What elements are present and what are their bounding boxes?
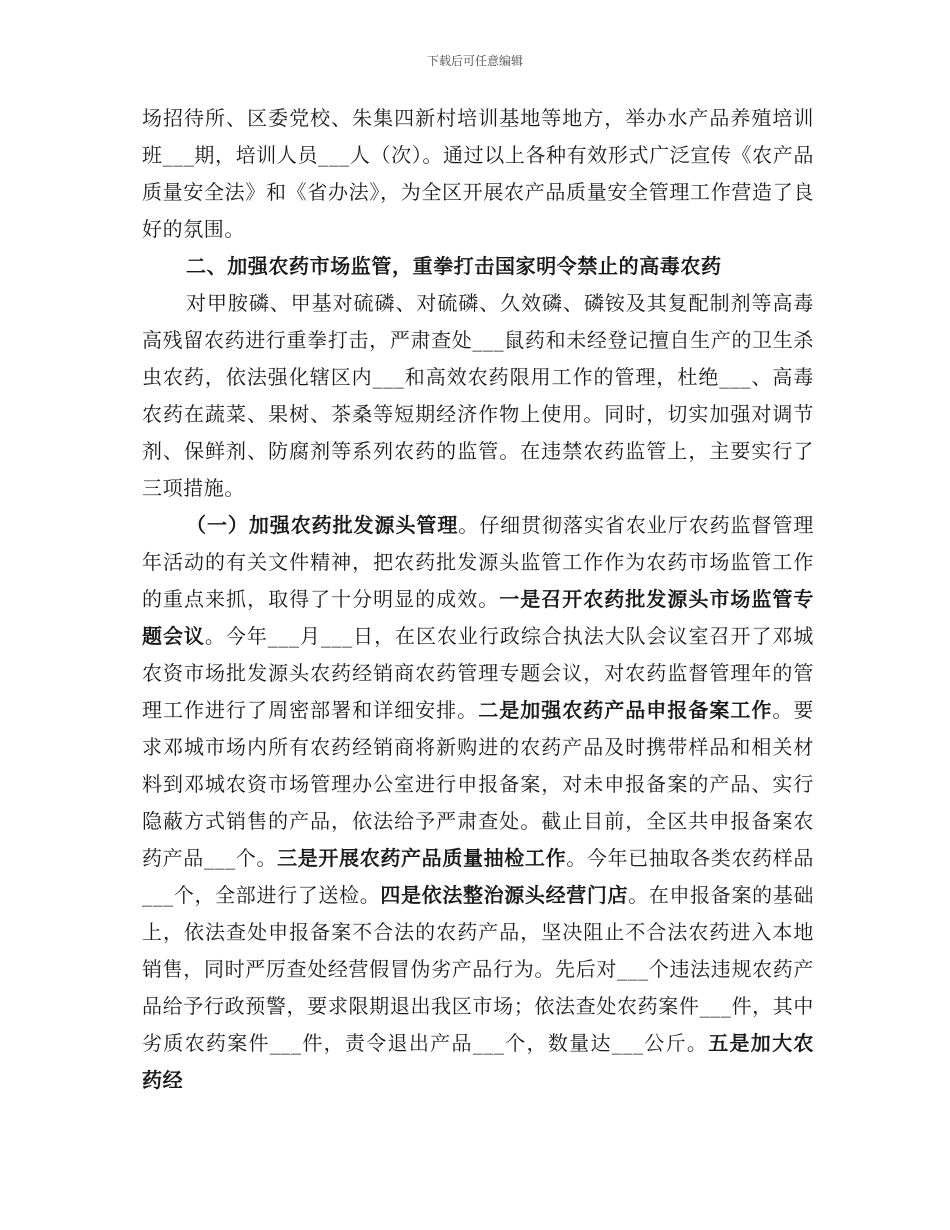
- section-heading-pesticide-supervision: 二、加强农药市场监管，重拳打击国家明令禁止的高毒农药: [186, 254, 722, 278]
- measure-one-title: 一是召开农药批发源头市场监管专题会议: [142, 587, 814, 648]
- paragraph-text: 。今年已抽取各类农药样品___个，全部进行了送检。: [142, 846, 814, 907]
- subsection-lead: （一）加强农药批发源头管理: [186, 513, 459, 537]
- measure-four-title: 四是依法整治源头经营门店: [380, 883, 629, 907]
- paragraph-text: 。要求邓城市场内所有农药经销商将新购进的农药产品及时携带样品和相关材料到邓城农资市场管理办公室进行申报备案，对未申报备案的产品、实行隐蔽方式销售的产品，依法给予严肃查处。截止目前，全区共申报备案农药产品___个。: [142, 698, 814, 870]
- paragraph-banned-pesticides: 对甲胺磷、甲基对硫磷、对硫磷、久效磷、磷铵及其复配制剂等高毒高残留农药进行重拳打击，严肃查处___鼠药和未经登记擅自生产的卫生杀虫农药，依法强化辖区内___和高效农药限用工作的管理，杜绝___、高毒农药在蔬菜、果树、茶桑等短期经济作物上使用。同时，切实加强对调节剂、保鲜剂、防腐剂等系列农药的监管。在违禁农药监管上，主要实行了三项措施。: [142, 291, 814, 500]
- paragraph-text: 。在申报备案的基础上，依法查处申报备案不合法的农药产品，坚决阻止不合法农药进入本地销售，同时严厉查处经营假冒伪劣产品行为。先后对___个违法违规农药产品给予行政预警，要求限期退出我区市场；依法查处农药案件___件，其中劣质农药案件___件，责令退出产品___个，数量达___公斤。: [142, 883, 814, 1055]
- page-header-note: 下载后可任意编辑: [426, 54, 523, 68]
- paragraph-wholesale-source-management: [142, 507, 814, 1099]
- paragraph-text: 。今年___月___日，在区农业行政综合执法大队会议室召开了邓城农资市场批发源头农药经销商农药管理专题会议，对农药监督管理年的管理工作进行了周密部署和详细安排。: [142, 624, 814, 722]
- paragraph-training-summary: 场招待所、区委党校、朱集四新村培训基地等地方，举办水产品养殖培训班___期，培训人员___人（次）。通过以上各种有效形式广泛宣传《农产品质量安全法》和《省办法》，为全区开展农产品质量安全管理工作营造了良好的氛围。: [142, 106, 814, 241]
- document-body: [142, 100, 814, 1099]
- measure-two-title: 二是加强农药产品申报备案工作: [478, 698, 773, 722]
- measure-five-title: 五是加大农药经: [142, 1031, 814, 1092]
- measure-three-title: 三是开展农药产品质量抽检工作: [277, 846, 567, 870]
- paragraph-text: 。仔细贯彻落实省农业厅农药监督管理年活动的有关文件精神，把农药批发源头监管工作作为农药市场监管工作的重点来抓，取得了十分明显的成效。: [142, 513, 814, 611]
